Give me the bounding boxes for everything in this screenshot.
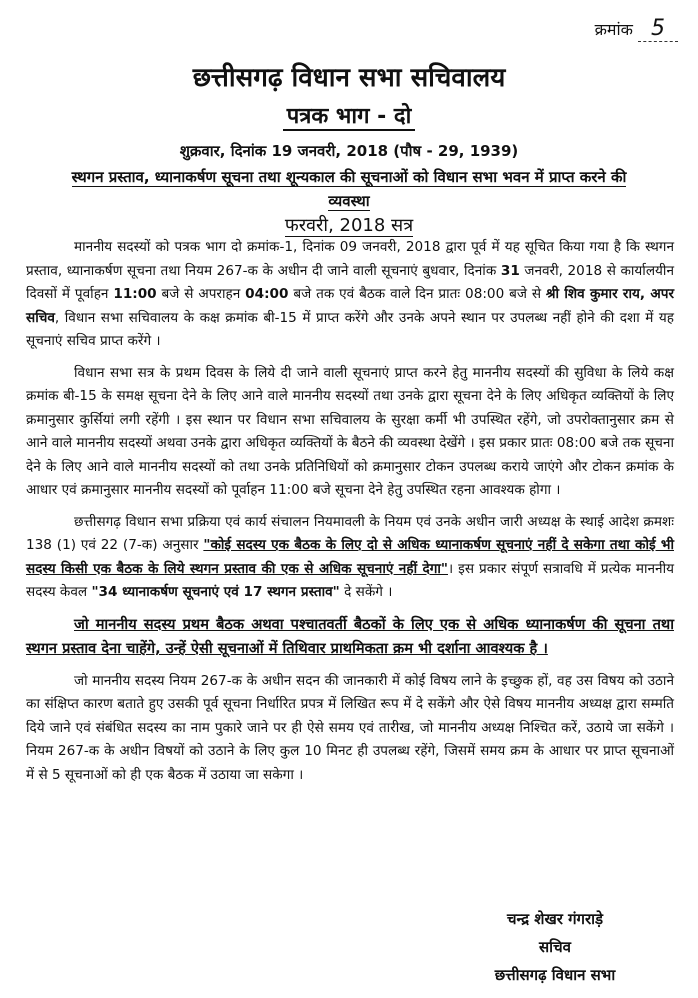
session-text: फरवरी, 2018 सत्र (284, 215, 414, 236)
serial-label: क्रमांक (594, 20, 633, 39)
paragraph-5: जो माननीय सदस्य नियम 267-क के अधीन सदन की जानकारी में कोई विषय लाने के इच्छुक हों, वह उस विषय को उठाने का संक्षिप्त कारण बताते हुए उसकी पूर्व सूचना निर्धारित प्रपत्र में लिखित रूप में दे सकेंगे और ऐसे विषय माननीय अध्यक्ष द्वारा सम्मति दिये जाने एवं संबंधित सदस्य का नाम पुकारे जाने पर ही ऐसे समय एवं तारीख, जो माननीय अध्यक्ष निश्चित करें, उठाये जा सकेंगे । नियम 267-क के अधीन विषयों को उठाने के लिए कुल 10 मिनट ही उपलब्ध रहेंगे, जिसमें समय क्रम के आधार पर प्राप्त सूचनाओं में से 5 सूचनाओं को ही एक बैठक में उठाया जा सकेगा । (26, 672, 674, 783)
paragraph-2: विधान सभा सत्र के प्रथम दिवस के लिये दी जाने वाली सूचनाएं प्राप्त करने हेतु माननीय सदस्यों की सुविधा के लिये कक्ष क्रमांक बी-15 के समक्ष सूचना देने के लिए आने वाले माननीय सदस्यों तथा उनके द्वारा सूचना देने के लिए अधिकृत व्यक्तियों के लिए क्रमानुसार कुर्सियां लगी रहेंगी । इस स्थान पर विधान सभा सचिवालय के सुरक्षा कर्मी भी उपस्थित रहेंगे, जो उपरोक्तानुसार क्रम से आने वाले माननीय सदस्यों अथवा उनके द्वारा अधिकृत व्यक्तियों के बैठने की व्यवस्था देखेंगे । इस प्रकार प्रातः 08:00 बजे तक सूचना देने के लिए आने वाले माननीय सदस्यों को तथा उनके प्रतिनिधियों को क्रमानुसार टोकन उपलब्ध कराये जाएंगे और टोकन क्रमांक के आधार एवं क्रमानुसार माननीय सदस्यों को पूर्वाहन 11:00 बजे सूचना देने हेतु उपस्थित रहना आवश्यक होगा । (26, 364, 674, 498)
signatory-office: छत्तीसगढ़ विधान सभा (494, 966, 616, 984)
document-title: छत्तीसगढ़ विधान सभा सचिवालय (192, 63, 506, 93)
p1-text-a: माननीय सदस्यों को पत्रक भाग दो क्रमांक-1, दिनांक 09 जनवरी, 2018 द्वारा पूर्व में यह सूचित किया गया है कि स्थगन प्रस्ताव, ध्यानाकर्षण सूचना तथा नियम 267-क के अधीन दी जाने वाली सूचनाएं बुधवार, दिनांक (26, 239, 674, 279)
paragraph-4 (26, 613, 674, 662)
part-heading-text: पत्रक भाग - दो (283, 104, 416, 131)
part-heading (0, 100, 698, 130)
p4-emphasis: जो माननीय सदस्य प्रथम बैठक अथवा पश्चातवर्ती बैठकों के लिए एक से अधिक ध्यानाकर्षण की सूचना तथा स्थगन प्रस्ताव देना चाहेंगे, उन्हें ऐसी सूचनाओं में तिथिवार प्राथमिकता क्रम भी दर्शाना आवश्यक है । (26, 615, 674, 657)
date-line: शुक्रवार, दिनांक 19 जनवरी, 2018 (पौष - 29, 1939) (179, 142, 519, 160)
p3-text-a: छत्तीसगढ़ विधान सभा प्रक्रिया एवं कार्य संचालन नियमावली के नियम एवं उनके अधीन जारी अध्यक्ष के स्थाई आदेश क्रमशः 138 (1) एवं 22 (7-क) अनुसार (26, 513, 674, 553)
p1-date-bold: 31 (500, 262, 520, 279)
paragraph-1 (26, 236, 674, 354)
session-heading (0, 213, 698, 237)
p1-officer-name: श्री शिव कुमार राय, अपर सचिव (26, 286, 675, 326)
p1-text-c: जनवरी, 2018 से कार्यालयीन दिवसों में पूर्वाहन (26, 262, 674, 302)
subject-text: स्थगन प्रस्ताव, ध्यानाकर्षण सूचना तथा शून्यकाल की सूचनाओं को विधान सभा भवन में प्राप्त करने की व्यवस्था (71, 168, 627, 210)
p3-text-e: दे सकेंगे । (339, 584, 393, 600)
serial-number (595, 16, 678, 42)
signatory-designation: सचिव (539, 938, 571, 956)
p1-text-i: , विधान सभा सचिवालय के कक्ष क्रमांक बी-15 में प्राप्त करेंगे और उनके अपने स्थान पर उपलब्ध नहीं होने की दशा में यह सूचनाएं सचिव प्राप्त करेंगे । (26, 309, 674, 349)
p3-rule-quote: "कोई सदस्य एक बैठक के लिए दो से अधिक ध्यानाकर्षण सूचनाएं नहीं दे सकेगा तथा कोई भी सदस्य किसी एक बैठक के लिये स्थगन प्रस्ताव की एक से अधिक सूचनाएं नहीं देगा" (26, 537, 674, 577)
p1-text-g: बजे तक एवं बैठक वाले दिन प्रातः 08:00 बजे से (288, 286, 546, 302)
paragraph-3 (26, 511, 674, 605)
signature-block (450, 905, 660, 989)
signatory-name: चन्द्र शेखर गंगराड़े (506, 910, 604, 928)
p1-end-time: 04:00 (245, 286, 289, 302)
serial-value: 5 (638, 16, 678, 42)
p3-text-c: । इस प्रकार संपूर्ण सत्रावधि में प्रत्येक माननीय सदस्य केवल (26, 560, 675, 600)
document-body (26, 236, 674, 787)
p3-limit-quote: "34 ध्यानाकर्षण सूचनाएं एवं 17 स्थगन प्रस्ताव" (91, 584, 340, 600)
p1-start-time: 11:00 (113, 286, 157, 302)
subject-heading (60, 165, 638, 213)
p1-text-e: बजे से अपराहन (156, 286, 246, 302)
